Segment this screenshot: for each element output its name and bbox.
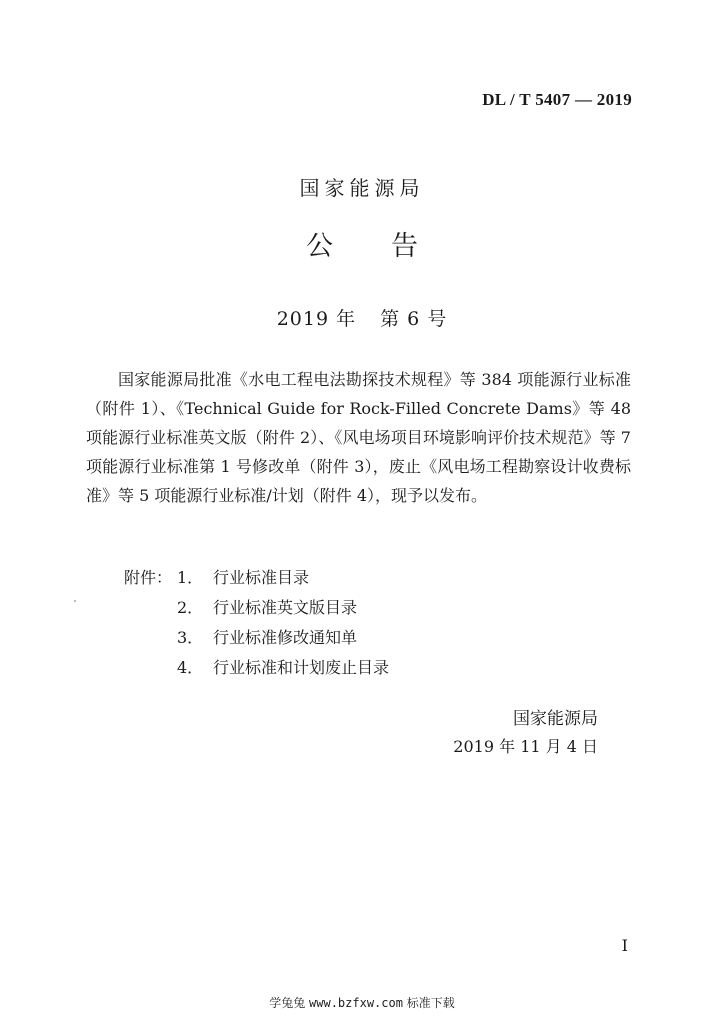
attachment-label: 行业标准目录 — [213, 568, 310, 587]
issue-seq: 第 6 号 — [380, 308, 448, 330]
notice-body: 国家能源局批准《水电工程电法勘探技术规程》等 384 项能源行业标准（附件 1）、《Technical Guide for Rock-Filled Concrete Dams》等 48 项能源行业标准英文版（附件 2）、《风电场项目环境影响评价技术规范》等 7 项能源行业标准第 1 号修改单（附件 3），废止《风电场工程勘察设计收费标准》等 5 项能源行业标准/计划（附件 4），现予以发布。 — [86, 370, 631, 505]
notice-title: 公告 — [306, 231, 476, 262]
signer: 国家能源局 — [513, 709, 598, 729]
footer-url[interactable]: www.bzfxw.com — [309, 996, 403, 1010]
footer-tagline: 标准下载 — [406, 996, 455, 1010]
attachment-item — [124, 653, 389, 683]
attachment-label: 行业标准和计划废止目录 — [213, 658, 390, 677]
standard-number: DL / T 5407 — 2019 — [482, 90, 632, 109]
attachment-number: 2． — [177, 598, 204, 617]
attachment-label: 行业标准修改通知单 — [213, 628, 358, 647]
signature-date: 2019 年 11 月 4 日 — [453, 737, 598, 756]
attachment-item — [124, 563, 389, 593]
attachment-number: 4． — [177, 658, 204, 677]
issue-year: 2019 年 — [276, 308, 357, 330]
issuer-heading: 国家能源局 — [299, 176, 425, 200]
attachment-label: 行业标准英文版目录 — [213, 598, 358, 617]
attachment-number: 1． — [177, 568, 204, 587]
footer-watermark — [0, 994, 724, 1011]
attachment-list — [124, 563, 389, 683]
scan-speck — [74, 600, 76, 602]
attachment-item — [124, 623, 389, 653]
issue-number — [0, 304, 724, 331]
footer-site-name: 学兔兔 — [269, 996, 306, 1010]
page-number: I — [621, 936, 628, 955]
attachment-item — [124, 593, 389, 623]
attachment-number: 3． — [177, 628, 204, 647]
attachment-prefix: 附件： — [124, 568, 173, 587]
